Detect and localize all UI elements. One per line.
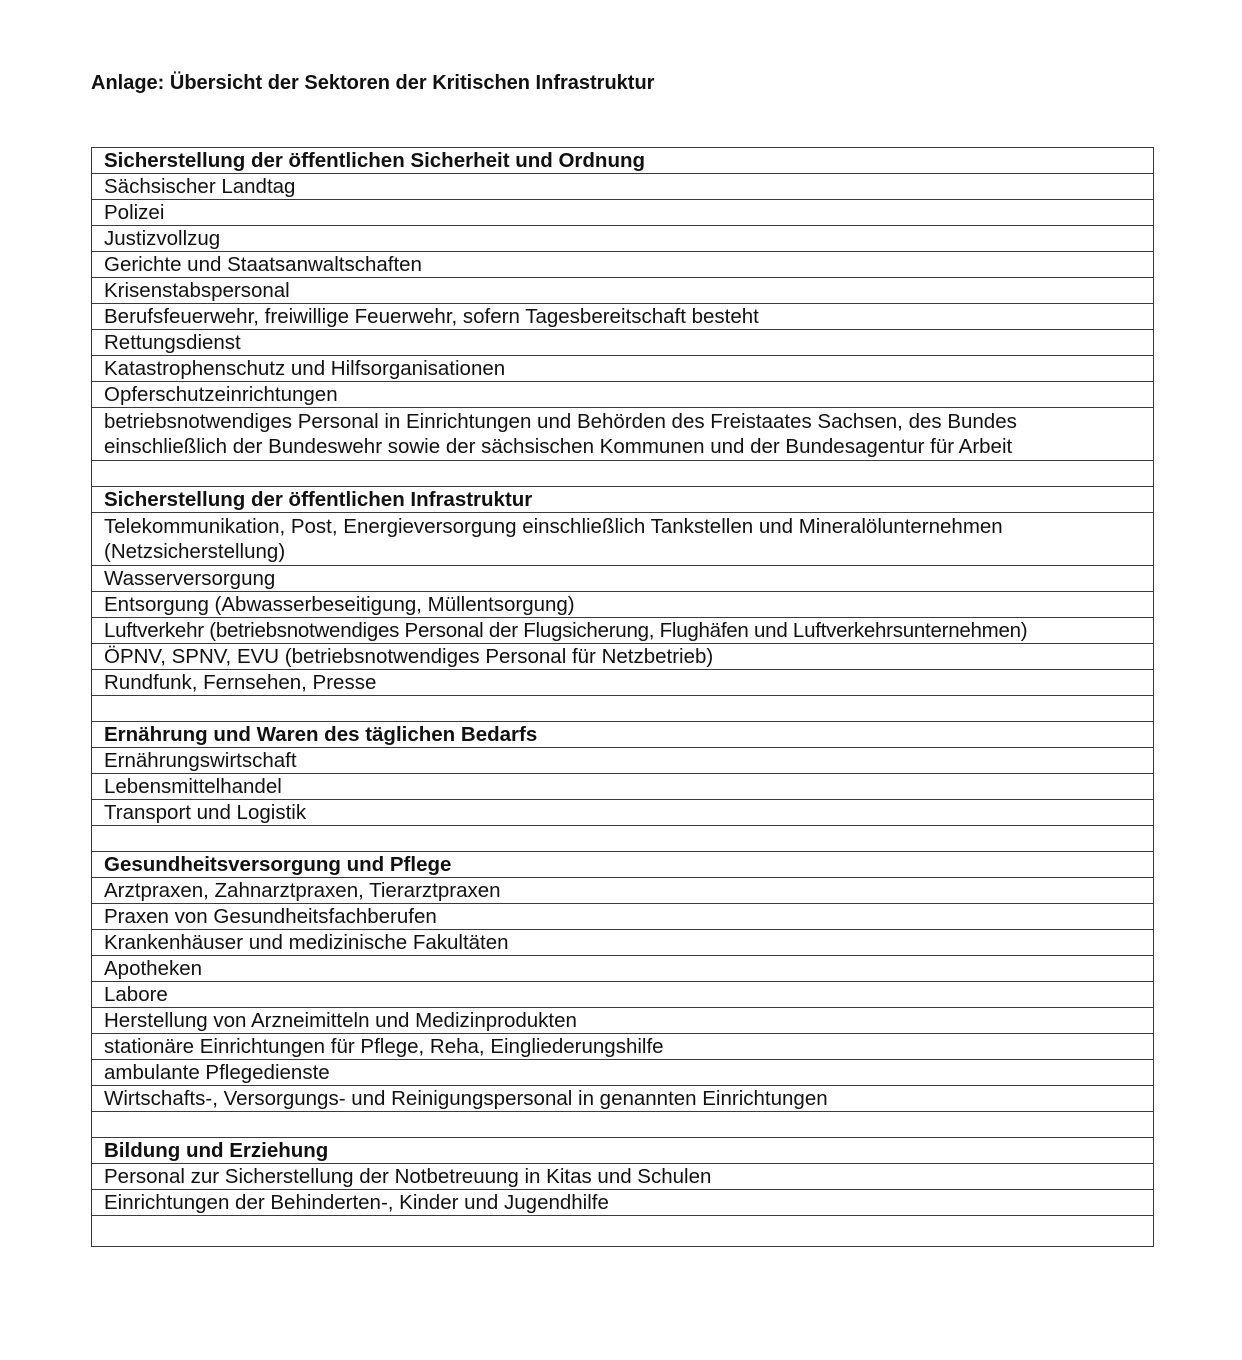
table-row <box>92 800 1154 826</box>
table-cell: Katastrophenschutz und Hilfsorganisationen <box>92 356 1154 382</box>
sector-table <box>91 147 1154 1247</box>
table-cell: Sächsischer Landtag <box>92 174 1154 200</box>
table-cell: ambulante Pflegedienste <box>92 1060 1154 1086</box>
table-cell: Einrichtungen der Behinderten-, Kinder und Jugendhilfe <box>92 1190 1154 1216</box>
table-row <box>92 774 1154 800</box>
table-row <box>92 878 1154 904</box>
table-cell: Krankenhäuser und medizinische Fakultäten <box>92 930 1154 956</box>
table-row <box>92 982 1154 1008</box>
table-row <box>92 748 1154 774</box>
table-cell: Herstellung von Arzneimitteln und Medizinprodukten <box>92 1008 1154 1034</box>
table-row <box>92 408 1154 461</box>
empty-cell <box>92 461 1154 487</box>
table-row <box>92 930 1154 956</box>
table-row <box>92 252 1154 278</box>
table-cell: Rundfunk, Fernsehen, Presse <box>92 670 1154 696</box>
table-row <box>92 904 1154 930</box>
table-cell: Entsorgung (Abwasserbeseitigung, Müllentsorgung) <box>92 592 1154 618</box>
empty-cell <box>92 1216 1154 1247</box>
spacer-row <box>92 461 1154 487</box>
section-header-row <box>92 722 1154 748</box>
table-row <box>92 513 1154 566</box>
table-cell: Apotheken <box>92 956 1154 982</box>
table-row <box>92 174 1154 200</box>
empty-cell <box>92 696 1154 722</box>
table-cell: betriebsnotwendiges Personal in Einrichtungen und Behörden des Freistaates Sachsen, des Bundes einschließlich der Bundeswehr sowie der sächsischen Kommunen und der Bundesagentur für Arbeit <box>92 408 1154 461</box>
table-row <box>92 304 1154 330</box>
table-cell: Polizei <box>92 200 1154 226</box>
table-row <box>92 226 1154 252</box>
table-cell: Praxen von Gesundheitsfachberufen <box>92 904 1154 930</box>
table-cell: Transport und Logistik <box>92 800 1154 826</box>
spacer-row <box>92 696 1154 722</box>
table-row <box>92 1060 1154 1086</box>
table-row <box>92 1190 1154 1216</box>
table-row <box>92 1164 1154 1190</box>
table-cell: Justizvollzug <box>92 226 1154 252</box>
table-row <box>92 956 1154 982</box>
section-header-row <box>92 148 1154 174</box>
section-heading: Ernährung und Waren des täglichen Bedarfs <box>92 722 1154 748</box>
table-cell: Wasserversorgung <box>92 566 1154 592</box>
table-row <box>92 670 1154 696</box>
table-cell: Gerichte und Staatsanwaltschaften <box>92 252 1154 278</box>
section-heading: Gesundheitsversorgung und Pflege <box>92 852 1154 878</box>
table-cell: Rettungsdienst <box>92 330 1154 356</box>
table-cell: ÖPNV, SPNV, EVU (betriebsnotwendiges Personal für Netzbetrieb) <box>92 644 1154 670</box>
table-cell: Arztpraxen, Zahnarztpraxen, Tierarztpraxen <box>92 878 1154 904</box>
table-cell: Krisenstabspersonal <box>92 278 1154 304</box>
section-header-row <box>92 487 1154 513</box>
table-cell: Luftverkehr (betriebsnotwendiges Personal der Flugsicherung, Flughäfen und Luftverkehrsunternehmen) <box>92 618 1154 644</box>
table-cell: Telekommunikation, Post, Energieversorgung einschließlich Tankstellen und Mineralölunternehmen (Netzsicherstellung) <box>92 513 1154 566</box>
table-cell: Labore <box>92 982 1154 1008</box>
table-row <box>92 200 1154 226</box>
table-row <box>92 382 1154 408</box>
table-cell: Ernährungswirtschaft <box>92 748 1154 774</box>
table-row <box>92 1086 1154 1112</box>
table-row <box>92 278 1154 304</box>
section-heading: Sicherstellung der öffentlichen Infrastruktur <box>92 487 1154 513</box>
table-cell: Wirtschafts-, Versorgungs- und Reinigungspersonal in genannten Einrichtungen <box>92 1086 1154 1112</box>
empty-cell <box>92 1112 1154 1138</box>
spacer-row <box>92 1216 1154 1247</box>
table-row <box>92 592 1154 618</box>
spacer-row <box>92 826 1154 852</box>
table-row <box>92 356 1154 382</box>
section-heading: Sicherstellung der öffentlichen Sicherheit und Ordnung <box>92 148 1154 174</box>
section-heading: Bildung und Erziehung <box>92 1138 1154 1164</box>
section-header-row <box>92 852 1154 878</box>
table-cell: Lebensmittelhandel <box>92 774 1154 800</box>
table-cell: Personal zur Sicherstellung der Notbetreuung in Kitas und Schulen <box>92 1164 1154 1190</box>
table-row <box>92 1034 1154 1060</box>
table-row <box>92 644 1154 670</box>
section-header-row <box>92 1138 1154 1164</box>
table-row <box>92 330 1154 356</box>
table-cell: Berufsfeuerwehr, freiwillige Feuerwehr, sofern Tagesbereitschaft besteht <box>92 304 1154 330</box>
table-row <box>92 618 1154 644</box>
table-row <box>92 1008 1154 1034</box>
spacer-row <box>92 1112 1154 1138</box>
page-title: Anlage: Übersicht der Sektoren der Kritischen Infrastruktur <box>91 72 655 94</box>
table-row <box>92 566 1154 592</box>
table-cell: Opferschutzeinrichtungen <box>92 382 1154 408</box>
empty-cell <box>92 826 1154 852</box>
table-cell: stationäre Einrichtungen für Pflege, Reha, Eingliederungshilfe <box>92 1034 1154 1060</box>
